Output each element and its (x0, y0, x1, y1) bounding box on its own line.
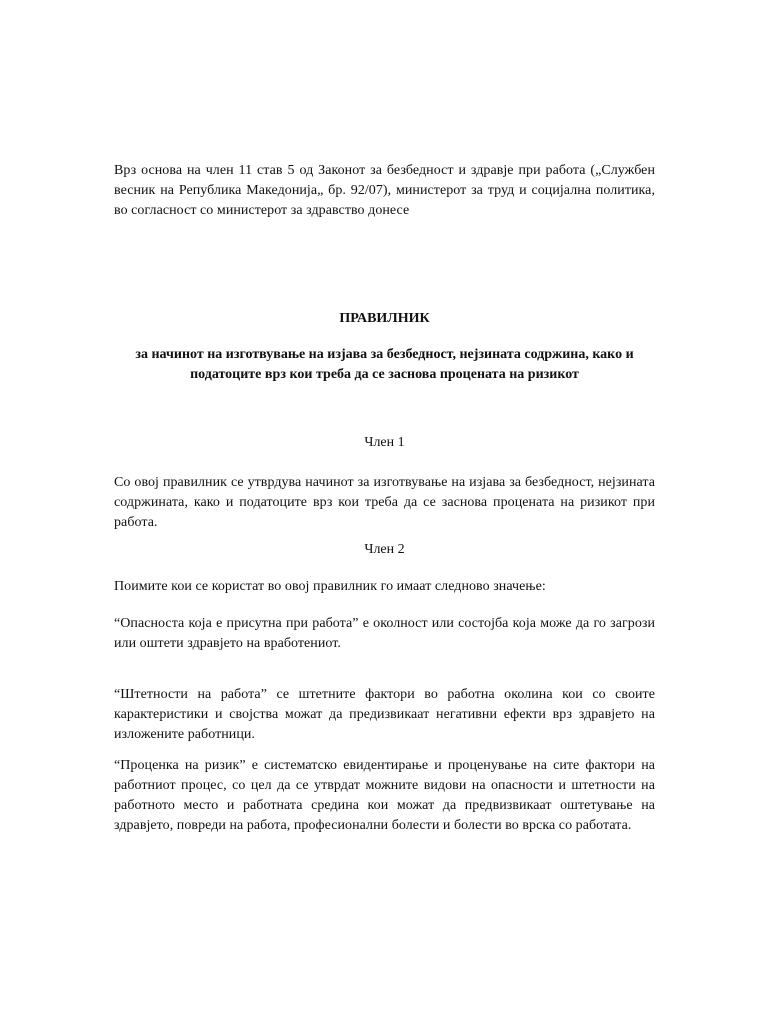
preamble-paragraph: Врз основа на член 11 став 5 од Законот за безбедност и здравје при работа („Службен весник на Република Македонија„ бр. 92/07), министерот за труд и социјална политика, во согласност со министерот за здравство донесе (114, 163, 655, 218)
definition-harmfulness: “Штетности на работа” се штетните фактори во работна околина кои со своите карактеристики и својства можат да предизвикаат негативни ефекти врз здравјето на изложените работници. (114, 687, 655, 742)
definition-risk-assessment: “Проценка на ризик” е систематско евидентирање и проценување на сите фактори на работниот процес, со цел да се утврдат можните видови на опасности и штетности на работното место и работната средина кои можат да предвизвикаат оштетување на здравјето, повреди на работа, професионални болести и болести во врска со работата. (114, 758, 655, 833)
article-1-heading: Член 1 (364, 435, 405, 450)
article-2-heading: Член 2 (364, 542, 405, 557)
document-title: ПРАВИЛНИК (339, 311, 430, 326)
definition-hazard: “Опасноста која е присутна при работа” е околност или состојба која може да го загрози или оштети здравјето на вработениот. (114, 616, 655, 651)
article-2-intro: Поимите кои се користат во овој правилник го имаат следново значење: (114, 579, 546, 594)
document-subtitle: за начинот на изготвување на изјава за безбедност, нејзината содржина, како и податоците врз кои треба да се заснова процената на ризикот (135, 347, 634, 382)
article-1-text: Со овој правилник се утврдува начинот за изготвување на изјава за безбедност, нејзината содржината, како и податоците врз кои треба да се заснова процената на ризикот при работа. (114, 475, 655, 530)
